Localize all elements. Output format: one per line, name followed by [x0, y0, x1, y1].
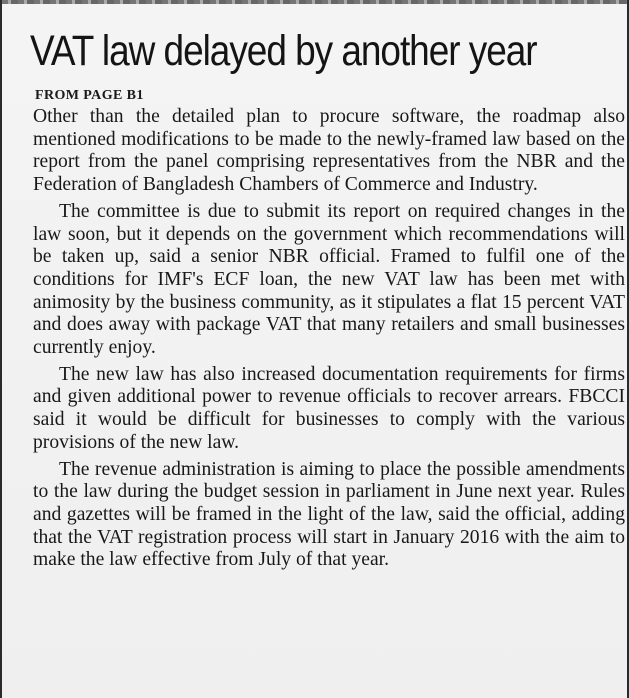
cropped-top-text-remnant: [2, 0, 627, 4]
continuation-kicker: FROM PAGE B1: [35, 88, 144, 103]
article-body: [33, 106, 625, 576]
headline: VAT law delayed by another year: [30, 27, 537, 75]
paragraph-1: Other than the detailed plan to procure software, the roadmap also mentioned modifications to be made to the newly-framed law based on the report from the panel comprising representatives from the NBR and the Federation of Bangladesh Chambers of Commerce and Industry.: [33, 106, 625, 196]
paragraph-2: The committee is due to submit its report on required changes in the law soon, but it depends on the government which recommendations will be taken up, said a senior NBR official. Framed to fulfil one of the conditions for IMF's ECF loan, the new VAT law has been met with animosity by the business community, as it stipulates a flat 15 percent VAT and does away with package VAT that many retailers and small businesses currently enjoy.: [33, 200, 625, 359]
paragraph-4: The revenue administration is aiming to place the possible amendments to the law during the budget session in parliament in June next year. Rules and gazettes will be framed in the light of the law, said the official, adding that the VAT registration process will start in January 2016 with the aim to make the law effective from July of that year.: [33, 458, 625, 571]
paragraph-3: The new law has also increased documentation requirements for firms and given additional power to revenue officials to recover arrears. FBCCI said it would be difficult for businesses to comply with the various provisions of the new law.: [33, 363, 625, 453]
